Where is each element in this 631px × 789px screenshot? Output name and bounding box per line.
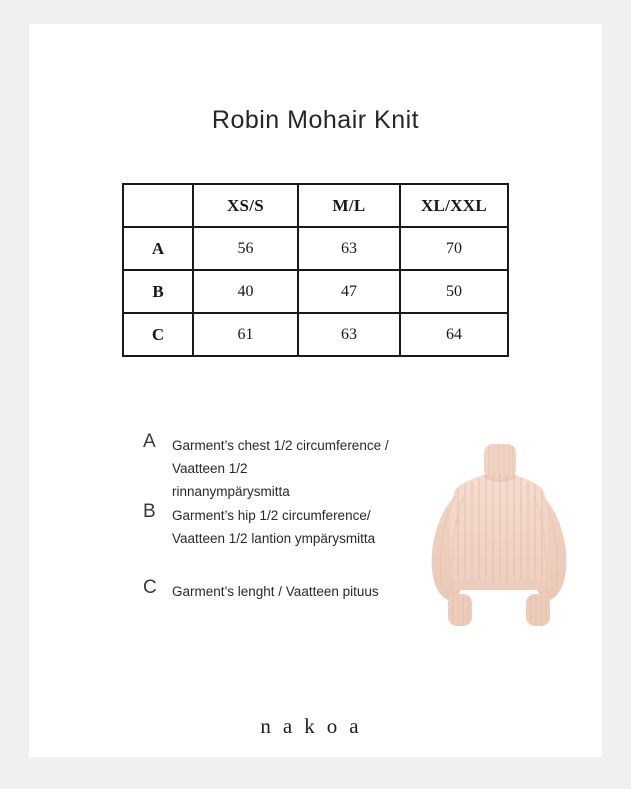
page-title: Robin Mohair Knit [211, 106, 420, 134]
legend-text-b-line2: Vaatteen 1/2 lantion ympärysmitta [172, 531, 376, 546]
legend-letter-a: A [143, 431, 156, 452]
size-guide-card [29, 24, 602, 757]
legend-item-a [115, 431, 445, 503]
row-label-b: B [123, 270, 193, 313]
legend-text-a-line2: rinnanympärysmitta [172, 484, 290, 499]
measurement-value: 70 [400, 227, 508, 270]
measurement-value: 61 [193, 313, 298, 356]
measurement-value: 40 [193, 270, 298, 313]
legend-text-b-line1: Garment’s hip 1/2 circumference/ [172, 508, 371, 523]
table-row [123, 270, 508, 313]
legend-text-c-line1: Garment’s lenght / Vaatteen pituus [172, 584, 379, 599]
measurement-value: 56 [193, 227, 298, 270]
row-label-a: A [123, 227, 193, 270]
size-chart-table [122, 183, 509, 357]
table-row [123, 313, 508, 356]
column-header-xl-xxl: XL/XXL [400, 184, 508, 227]
measurement-value: 64 [400, 313, 508, 356]
legend-item-c [115, 577, 445, 603]
legend-text-a-line1: Garment’s chest 1/2 circumference / Vaatteen 1/2 [172, 438, 389, 476]
measurement-value: 63 [298, 313, 400, 356]
sweater-hem-band [450, 580, 548, 590]
product-photo-sweater [428, 438, 570, 634]
measurement-value: 63 [298, 227, 400, 270]
measurement-value: 47 [298, 270, 400, 313]
legend-letter-c: C [143, 577, 157, 598]
table-corner-cell [123, 184, 193, 227]
measurement-value: 50 [400, 270, 508, 313]
legend-letter-b: B [143, 501, 156, 522]
table-header-row [123, 184, 508, 227]
row-label-c: C [123, 313, 193, 356]
column-header-xs-s: XS/S [193, 184, 298, 227]
table-row [123, 227, 508, 270]
brand-logo: nakoa [260, 714, 371, 738]
column-header-m-l: M/L [298, 184, 400, 227]
legend-item-b [115, 501, 445, 550]
